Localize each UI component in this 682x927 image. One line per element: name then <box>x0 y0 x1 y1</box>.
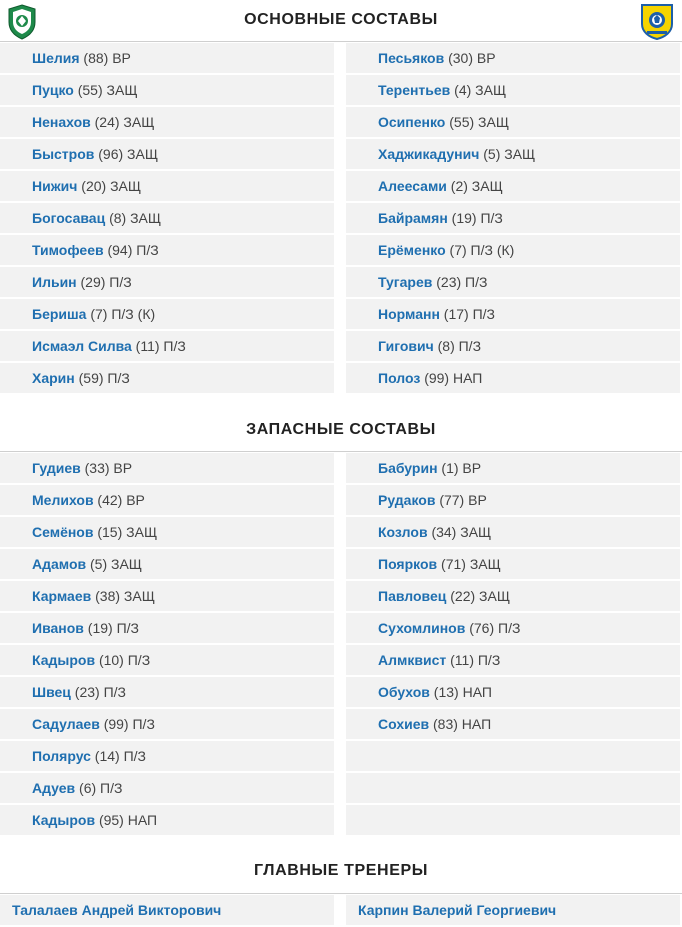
player-row[interactable] <box>0 741 334 771</box>
player-row[interactable] <box>346 549 680 579</box>
player-info: (99) НАП <box>420 370 483 386</box>
player-row[interactable] <box>0 677 334 707</box>
player-info: (55) ЗАЩ <box>73 82 138 98</box>
player-row[interactable] <box>346 139 680 169</box>
player-name[interactable]: Кадыров <box>32 812 96 828</box>
player-name[interactable]: Бабурин <box>378 460 438 476</box>
player-name[interactable]: Семёнов <box>32 524 94 540</box>
player-info: (7) П/З (К) <box>86 306 156 322</box>
player-info: (55) ЗАЩ <box>445 114 509 130</box>
player-row[interactable] <box>0 267 334 297</box>
player-row[interactable] <box>346 709 680 739</box>
player-info: (8) ЗАЩ <box>105 210 161 226</box>
player-name[interactable]: Бериша <box>32 306 87 322</box>
player-name[interactable]: Обухов <box>378 684 430 700</box>
player-info: (96) ЗАЩ <box>94 146 158 162</box>
player-name[interactable]: Богосавац <box>32 210 106 226</box>
player-name[interactable]: Гудиев <box>32 460 81 476</box>
coach-name[interactable]: Талалаев Андрей Викторович <box>12 902 222 918</box>
player-row[interactable] <box>0 645 334 675</box>
coach-row[interactable] <box>0 895 334 925</box>
coach-home <box>0 895 334 927</box>
player-info: (1) ВР <box>437 460 482 476</box>
player-info: (77) ВР <box>435 492 487 508</box>
player-row[interactable] <box>346 581 680 611</box>
player-info: (30) ВР <box>444 50 496 66</box>
player-info: (23) П/З <box>432 274 488 290</box>
player-row[interactable] <box>0 107 334 137</box>
player-row[interactable] <box>0 203 334 233</box>
player-row[interactable] <box>346 613 680 643</box>
player-name[interactable]: Швец <box>32 684 71 700</box>
player-row[interactable] <box>0 43 334 73</box>
player-info: (24) ЗАЩ <box>90 114 155 130</box>
coach-name[interactable]: Карпин Валерий Георгиевич <box>358 902 557 918</box>
player-info: (29) П/З <box>76 274 132 290</box>
player-info: (14) П/З <box>90 748 147 764</box>
player-info: (5) ЗАЩ <box>479 146 536 162</box>
player-name[interactable]: Харин <box>32 370 75 386</box>
player-info: (94) П/З <box>103 242 159 258</box>
player-name[interactable]: Козлов <box>378 524 428 540</box>
player-row[interactable] <box>0 139 334 169</box>
player-row[interactable] <box>0 549 334 579</box>
player-row[interactable] <box>346 107 680 137</box>
player-name[interactable]: Иванов <box>32 620 84 636</box>
player-row[interactable] <box>0 581 334 611</box>
player-row[interactable] <box>346 485 680 515</box>
player-name[interactable]: Тугарев <box>378 274 433 290</box>
player-name[interactable]: Ненахов <box>32 114 91 130</box>
player-row[interactable] <box>0 363 334 393</box>
player-info: (22) ЗАЩ <box>446 588 510 604</box>
player-info: (59) П/З <box>74 370 130 386</box>
player-row[interactable] <box>346 235 680 265</box>
player-info: (33) ВР <box>80 460 133 476</box>
player-name[interactable]: Байрамян <box>378 210 448 226</box>
player-info: (11) П/З <box>446 652 501 668</box>
starting-lineups-title: ОСНОВНЫЕ СОСТАВЫ <box>244 11 438 28</box>
player-name[interactable]: Рудаков <box>378 492 436 508</box>
player-info: (6) П/З <box>75 780 123 796</box>
player-name[interactable]: Адамов <box>32 556 87 572</box>
player-name[interactable]: Полоз <box>378 370 421 386</box>
player-row[interactable] <box>0 171 334 201</box>
empty-row <box>346 741 680 771</box>
starting-away-list <box>346 43 680 395</box>
player-name[interactable]: Ильин <box>32 274 77 290</box>
player-name[interactable]: Павловец <box>378 588 447 604</box>
player-info: (15) ЗАЩ <box>93 524 158 540</box>
player-name[interactable]: Шелия <box>32 50 80 66</box>
player-info: (5) ЗАЩ <box>86 556 142 572</box>
player-info: (13) НАП <box>429 684 492 700</box>
player-row[interactable] <box>0 75 334 105</box>
player-name[interactable]: Мелихов <box>32 492 94 508</box>
player-row[interactable] <box>346 677 680 707</box>
player-row[interactable] <box>346 517 680 547</box>
player-info: (34) ЗАЩ <box>427 524 492 540</box>
coach-away <box>346 895 680 927</box>
player-name[interactable]: Быстров <box>32 146 95 162</box>
player-info: (71) ЗАЩ <box>437 556 501 572</box>
player-row[interactable] <box>346 267 680 297</box>
player-name[interactable]: Исмаэл Силва <box>32 338 132 354</box>
player-info: (4) ЗАЩ <box>450 82 507 98</box>
player-name[interactable]: Сохиев <box>378 716 430 732</box>
player-name[interactable]: Терентьев <box>378 82 451 98</box>
player-info: (17) П/З <box>439 306 495 322</box>
player-name[interactable]: Песьяков <box>378 50 445 66</box>
player-name[interactable]: Кармаев <box>32 588 92 604</box>
starting-divider <box>0 41 682 42</box>
player-name[interactable]: Пуцко <box>32 82 74 98</box>
player-info: (95) НАП <box>95 812 158 828</box>
player-row[interactable] <box>0 613 334 643</box>
player-info: (83) НАП <box>429 716 492 732</box>
player-info: (10) П/З <box>95 652 151 668</box>
player-info: (42) ВР <box>93 492 145 508</box>
player-name[interactable]: Садулаев <box>32 716 100 732</box>
player-name[interactable]: Норманн <box>378 306 440 322</box>
player-name[interactable]: Осипенко <box>378 114 446 130</box>
player-info: (8) П/З <box>433 338 482 354</box>
player-name[interactable]: Гигович <box>378 338 434 354</box>
rostov-logo <box>639 2 675 40</box>
subs-divider <box>0 451 682 452</box>
substitutes-title: ЗАПАСНЫЕ СОСТАВЫ <box>246 421 436 438</box>
player-row[interactable] <box>346 203 680 233</box>
player-name[interactable]: Алеесами <box>378 178 447 194</box>
empty-row <box>346 805 680 835</box>
coaches-divider <box>0 893 682 894</box>
player-info: (2) ЗАЩ <box>446 178 503 194</box>
player-info: (7) П/З (К) <box>445 242 515 258</box>
player-name[interactable]: Полярус <box>32 748 91 764</box>
player-row[interactable] <box>0 235 334 265</box>
player-name[interactable]: Ерёменко <box>378 242 446 258</box>
player-row[interactable] <box>346 75 680 105</box>
player-name[interactable]: Нижич <box>32 178 78 194</box>
player-row[interactable] <box>0 709 334 739</box>
coach-row[interactable] <box>346 895 680 925</box>
player-row[interactable] <box>346 645 680 675</box>
head-coaches-title: ГЛАВНЫЕ ТРЕНЕРЫ <box>253 862 429 879</box>
empty-row <box>346 773 680 803</box>
subs-away-list <box>346 453 680 837</box>
player-row[interactable] <box>0 453 334 483</box>
player-info: (20) ЗАЩ <box>77 178 141 194</box>
player-name[interactable]: Сухомлинов <box>378 620 466 636</box>
player-row[interactable] <box>0 517 334 547</box>
player-info: (99) П/З <box>99 716 155 732</box>
player-row[interactable] <box>346 299 680 329</box>
player-row[interactable] <box>0 773 334 803</box>
player-row[interactable] <box>346 363 680 393</box>
player-info: (11) П/З <box>131 338 186 354</box>
player-info: (38) ЗАЩ <box>91 588 155 604</box>
player-info: (19) П/З <box>83 620 139 636</box>
player-info: (23) П/З <box>70 684 126 700</box>
player-row[interactable] <box>0 485 334 515</box>
player-row[interactable] <box>0 805 334 835</box>
player-row[interactable] <box>346 331 680 361</box>
player-info: (88) ВР <box>79 50 131 66</box>
player-info: (19) П/З <box>447 210 503 226</box>
player-row[interactable] <box>346 171 680 201</box>
subs-home-list <box>0 453 334 837</box>
player-name[interactable]: Алмквист <box>378 652 447 668</box>
player-info: (76) П/З <box>465 620 521 636</box>
starting-home-list <box>0 43 334 395</box>
player-name[interactable]: Тимофеев <box>32 242 104 258</box>
player-name[interactable]: Адуев <box>32 780 76 796</box>
player-name[interactable]: Хаджикадунич <box>378 146 480 162</box>
player-name[interactable]: Кадыров <box>32 652 96 668</box>
player-row[interactable] <box>0 299 334 329</box>
rostov-crest-icon <box>639 2 675 40</box>
player-name[interactable]: Поярков <box>378 556 438 572</box>
player-row[interactable] <box>346 453 680 483</box>
player-row[interactable] <box>0 331 334 361</box>
player-row[interactable] <box>346 43 680 73</box>
